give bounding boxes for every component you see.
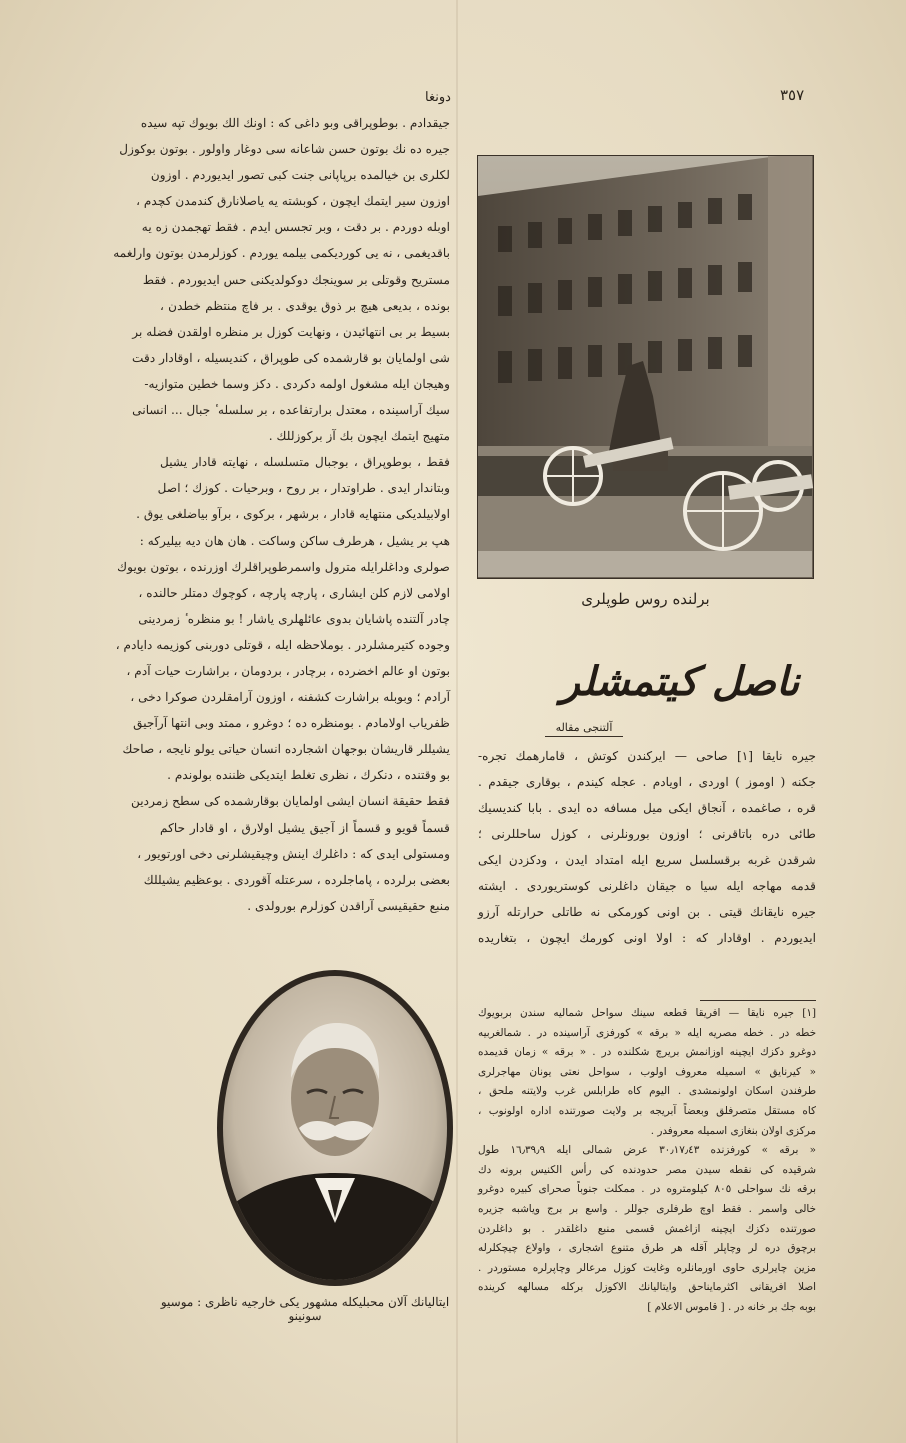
text-line: فقط ، بوطوپراق ، بوجبال متسلسله ، نهايته قادار يشيل bbox=[160, 455, 450, 470]
left-text-column bbox=[113, 110, 450, 919]
text-line: جيقدادم . بوطوپراقى وبو داغى كه : اونك الك بويوك تپه سيده bbox=[140, 116, 450, 130]
text-line: قدمه مهاجه ايله سيا ه جيقان داغلرنى كوستريوردى . ايشته bbox=[478, 879, 816, 893]
footnote-line: برقه نك سواحلى ٨٠٥ كيلومتروه در . ممكلت جنوباً صحراى كبيره دوغرو bbox=[478, 1183, 816, 1196]
footnote-line: طرفندن اسكان اولونمشدى . اليوم كاه طرابلس غرب ولايتنه ملحق ، bbox=[478, 1085, 816, 1098]
text-line: بو وقتنده ، دنكرك ، نظرى تغلط ايتديكى ظننده بولوندم . bbox=[167, 768, 450, 783]
photo-illustration bbox=[478, 156, 812, 577]
journal-name-header: دونغا bbox=[425, 90, 451, 105]
text-line: متهيج ايتمك ايچون بك آز بركوزللك . bbox=[268, 429, 450, 444]
article-title: ناصل كيتمشلر bbox=[560, 658, 800, 705]
text-line: ايديوردم . اوقادار كه : اولا اونى كورمك ايچون ، بتغاريده bbox=[478, 931, 816, 945]
text-line: قسماً قويو و قسماً از آجيق يشيل اولارق ، او قادار حاكم bbox=[160, 820, 450, 835]
text-line: چادر آلتنده پاشايان بدوى عائلهلرى ياشار ! بو منظره ٔ زمردينى bbox=[138, 611, 450, 626]
text-line: وجوده كتيرمشلردر . بوملاحظه ايله ، قوتلى دوربنى كوزيمه دايادم ، bbox=[115, 637, 450, 652]
text-line: يشيللر قاريشان بوجهان اشجارده انسان حياتى يولو نايجه ، صاحك bbox=[122, 742, 450, 757]
portrait-photo bbox=[215, 968, 455, 1288]
footnote-line: اصلا افريقانى اكثرمايناحق وايتاليانك الاكوزل بركله مسالهه كرينده bbox=[478, 1281, 816, 1294]
footnote-line: صورتنده دكزك ايچينه ازاغمش قسمى منبع داغلقدر . بو داغلردن bbox=[478, 1222, 816, 1235]
footnotes bbox=[478, 1004, 816, 1318]
text-line: بونده ، بديعى هيچ بر ذوق يوقدى . بر فاچ منتظم خطدن ، bbox=[160, 298, 450, 313]
paragraph bbox=[115, 449, 450, 788]
text-line: باقديغمى ، نه يى كورديكمى بيلمه يوردم . كوزلرمدن بوتون وارلغمه bbox=[113, 246, 450, 261]
footnote-rule bbox=[700, 1000, 816, 1001]
article-body bbox=[478, 743, 816, 951]
photo-russian-guns-in-berlin bbox=[477, 155, 814, 579]
text-line: وهيجان ايله مشغول اولمه دكردى . دكز وسما خطين متوازيه- bbox=[144, 376, 450, 391]
footnote bbox=[478, 1004, 816, 1141]
article-subtitle: آلتنجى مقاله bbox=[545, 721, 623, 737]
text-line: شى اولمايان بو قارشمده كى طوپراق ، كنديسيله ، اوقادار دقت bbox=[132, 350, 450, 365]
text-line: جيره نايقا [١] صاحى — ايركندن كوتش ، قامارهمك تجره- bbox=[478, 749, 816, 763]
footnote-line: [١] جيره نايقا — افريقا قطعه سينك سواحل شماليه سندن بربويوك bbox=[478, 1007, 816, 1019]
text-line: جكنه ( اوموز ) اوردى ، اويادم . عجله كيندم ، بوقارى جيقدم . bbox=[478, 775, 816, 789]
text-line: لكلرى بن خيالمده برپاپانى جنت كبى تصور ايديوردم . اوزون bbox=[150, 168, 450, 183]
footnote-line: « برقه » كورفزنده ٣٠٫١٧٫٤٣ عرض شمالى ايله ١٦٫٣٩٫٩ طول bbox=[478, 1144, 816, 1157]
page-number: ٣٥٧ bbox=[780, 86, 805, 104]
footnote-line: بوبه جك بر خانه در . [ قاموس الاعلام ] bbox=[647, 1300, 816, 1313]
text-line: بوتون او عالم اخضرده ، برچادر ، بردومان ، براشارت حيات آدم ، bbox=[126, 663, 450, 678]
text-line: اوبله دوردم . بر دقت ، وبر تجسس ايدم . فقط تهجمدن زه يه bbox=[141, 220, 450, 235]
text-line: منبع حقيقيسى آراقدن كوزلرم بورولدى . bbox=[247, 898, 450, 913]
footnote-line: دوغرو دكزك ايچينه اوزانمش بريرچ شكلنده در . « برقه » زمان قديمده bbox=[478, 1046, 816, 1059]
footnote-line: مزين چايرلرى حاوى اورمانلره وغايت كوزل مرعالر وچاپرلره مستوردر . bbox=[478, 1261, 816, 1274]
paragraph bbox=[131, 788, 450, 918]
footnote-line: « كيرنايق » اسميله معروف اولوب ، سواحل نعتى يونان مهاجرلرى bbox=[478, 1065, 816, 1078]
footnote-line: كاه مستقل متصرفلق وبعضاً آبريجه بر ولايت صورتنده اداره اولونوب ، bbox=[478, 1104, 816, 1117]
text-line: سيك آراسينده ، معتدل برارتفاعده ، بر سلسله ٔ جبال ... انسانى bbox=[132, 403, 450, 418]
text-line: طائى دره باتاقرنى ؛ اوزون بورونلرنى ، كوزل ساحللرنى ؛ bbox=[478, 827, 816, 841]
text-line: آرادم ؛ وبوبله براشارت كشفنه ، اوزون آرامقلردن صوكرا دخى ، bbox=[130, 690, 450, 705]
text-line: مستريح وقوتلى بر سوينجك دوكولديكنى حس ايديوردم . فقط bbox=[142, 272, 450, 287]
text-line: اولامى لازم كلن ايشارى ، پارچه پارچه ، كوچوك دمتلر حالنده ، bbox=[138, 585, 450, 600]
footnote-line: خالى واسمر . فقط اوچ طرفلرى جوللر . واسع بر برج وياشبه جزيره bbox=[478, 1202, 816, 1215]
paragraph bbox=[113, 110, 450, 449]
text-line: شرقدن غربه برقسلسل سريع ايله امتداد ايدن ، ودكزدن ايكى bbox=[478, 853, 816, 867]
text-line: وبتاندار ايدى . طراوتدار ، بر روح ، وبرحيات . كوزك ؛ اصل bbox=[157, 481, 450, 496]
text-line: صولرى وداغلرايله مترول واسمرطوپراقلرك اوزرنده ، بوتون بويوك bbox=[117, 559, 450, 574]
text-line: بعضى برلرده ، پاماجلرده ، سرعتله آقوردى . بوعظيم يشيللك bbox=[143, 872, 450, 887]
text-line: ومستولى ايدى كه : داغلرك اينش وچيقيشلرنى دخى اورتويور ، bbox=[137, 846, 450, 861]
portrait-caption: ايتاليانك آلان محبليكله مشهور يكى خارجيه ناظرى : موسيو سونينو bbox=[160, 1295, 450, 1323]
top-photo-caption: برلنده روس طوپلرى bbox=[581, 590, 710, 608]
text-line: جيره نايقانك قيتى . بن اونى كورمكى نه طاتلى حرارتله آرزو bbox=[478, 905, 816, 919]
text-line: هپ بر يشيل ، هرطرف ساكن وساكت . هان هان ديه بيليركه : bbox=[139, 533, 450, 548]
text-line: ظفرياب اولامادم . بومنظره ده ؛ دوغرو ، ممتد وبى انتها آرآجيق bbox=[133, 716, 450, 731]
footnote-line: مركزى اولان بنغازى اسميله معروفدر . bbox=[650, 1124, 816, 1137]
footnote-line: برچوق دره لر وچاپلر آقله هر طرق متنوع اشجارى ، واولاع چيچكلرله bbox=[478, 1242, 816, 1255]
text-line: بسيط بر بى انتهائيدن ، ونهايت كوزل بر منظره اولقدن فضله بر bbox=[132, 324, 450, 339]
footnote bbox=[478, 1141, 816, 1317]
footnote-line: شرقيده كى نقطه سيدن مصر حدودنده كى رأس الكنيس برونه دك bbox=[478, 1163, 816, 1176]
text-line: فقط حقيقة انسان ايشى اولمايان بوقارشمده كى سطح زمردين bbox=[131, 794, 450, 809]
text-line: جيره ده نك بوتون حسن شاعانه سى دوغار واولور . بوتون بوكوزل bbox=[119, 142, 450, 157]
text-line: اوزون سير ايتمك ايچون ، كوبشته يه ياصلانارق كندمدن كچدم ، bbox=[136, 194, 450, 209]
page-fold-shadow bbox=[456, 0, 458, 1443]
footnote-line: خطه در . خطه مصريه ايله « برقه » كورفزى آراسينده در . شمالغربيه bbox=[478, 1026, 816, 1039]
portrait-illustration bbox=[215, 968, 455, 1288]
text-line: اولابيلديكى منتهايه قادار ، برشهر ، بركوى ، برآو بياضلغى يوق . bbox=[136, 507, 450, 522]
text-line: قره ، صاغمده ، آنجاق ايكى ميل مسافه ده ايدى . بابا كنديسيك bbox=[478, 801, 816, 815]
